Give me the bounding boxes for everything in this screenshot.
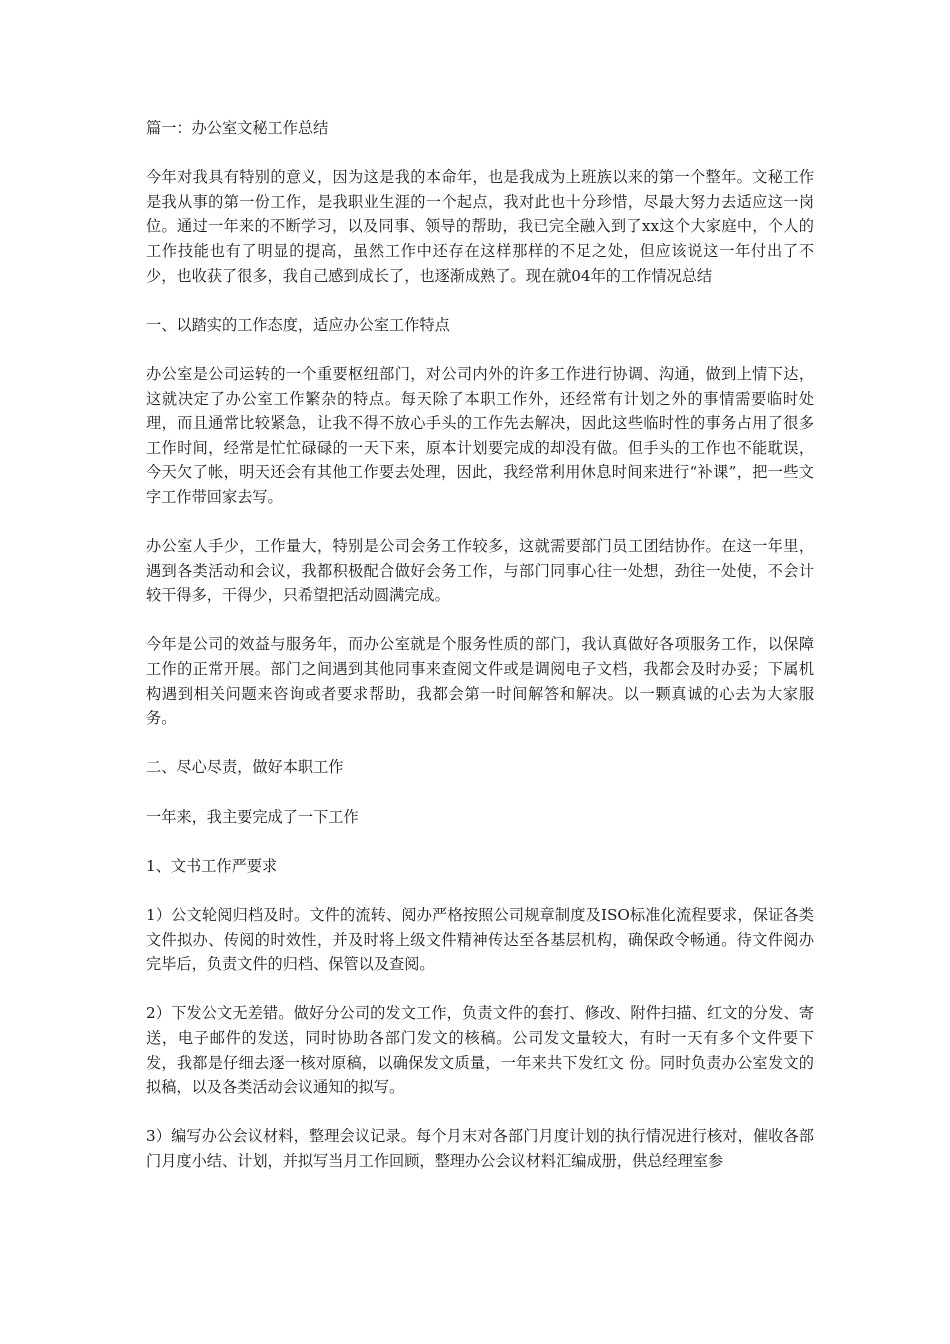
paragraph-service-year: 今年是公司的效益与服务年，而办公室就是个服务性质的部门，我认真做好各项服务工作，以保障工作的正常开展。部门之间遇到其他同事来查阅文件或是调阅电子文档，我都会及时办妥；下属机构遇到相关问题来咨询或者要求帮助，我都会第一时间解答和解决。以一颗真诚的心去为大家服务。 — [146, 635, 814, 728]
section-heading-2: 二、尽心尽责，做好本职工作 — [146, 758, 344, 777]
paragraph-item-3: 3）编写办公会议材料，整理会议记录。每个月末对各部门月度计划的执行情况进行核对，催收各部门月度小结、计划，并拟写当月工作回顾，整理办公会议材料汇编成册，供总经理室参 — [146, 1127, 814, 1170]
paragraph-teamwork: 办公室人手少，工作量大，特别是公司会务工作较多，这就需要部门员工团结协作。在这一年里，遇到各类活动和会议，我都积极配合做好会务工作，与部门同事心往一处想，劲往一处使，不会计较干得多，干得少，只希望把活动圆满完成。 — [146, 537, 814, 605]
section-heading-1: 一、以踏实的工作态度，适应办公室工作特点 — [146, 315, 450, 334]
paragraph-work-done: 一年来，我主要完成了一下工作 — [146, 807, 359, 826]
document-title: 篇一：办公室文秘工作总结 — [146, 119, 329, 137]
paragraph-item-2: 2）下发公文无差错。做好分公司的发文工作，负责文件的套打、修改、附件扫描、红文的分发、寄送，电子邮件的发送，同时协助各部门发文的核稿。公司发文量较大，有时一天有多个文件要下发，我都是仔细去逐一核对原稿，以确保发文质量，一年来共下发红文 份。同时负责办公室发文的拟稿，以及各类活动会议通知的拟写。 — [146, 1004, 814, 1097]
paragraph-office-hub: 办公室是公司运转的一个重要枢纽部门，对公司内外的许多工作进行协调、沟通，做到上情下达，这就决定了办公室工作繁杂的特点。每天除了本职工作外，还经常有计划之外的事情需要临时处理，而且通常比较紧急，让我不得不放心手头的工作先去解决，因此这些临时性的事务占用了很多工作时间，经常是忙忙碌碌的一天下来，原本计划要完成的却没有做。但手头的工作也不能耽误，今天欠了帐，明天还会有其他工作要去处理，因此，我经常利用休息时间来进行“补课”，把一些文字工作带回家去写。 — [146, 364, 814, 506]
subheading-clerical-work: 1、文书工作严要求 — [146, 856, 278, 875]
paragraph-item-1: 1）公文轮阅归档及时。文件的流转、阅办严格按照公司规章制度及ISO标准化流程要求，保证各类文件拟办、传阅的时效性，并及时将上级文件精神传达至各基层机构，确保政令畅通。待文件阅办完毕后，负责文件的归档、保管以及查阅。 — [146, 906, 814, 974]
paragraph-intro: 今年对我具有特别的意义，因为这是我的本命年，也是我成为上班族以来的第一个整年。文秘工作是我从事的第一份工作，是我职业生涯的一个起点，我对此也十分珍惜，尽最大努力去适应这一岗位。通过一年来的不断学习，以及同事、领导的帮助，我已完全融入到了xx这个大家庭中，个人的工作技能也有了明显的提高，虽然工作中还存在这样那样的不足之处，但应该说这一年付出了不少，也收获了很多，我自己感到成长了，也逐渐成熟了。现在就04年的工作情况总结 — [146, 168, 814, 285]
document-body — [146, 116, 814, 1198]
